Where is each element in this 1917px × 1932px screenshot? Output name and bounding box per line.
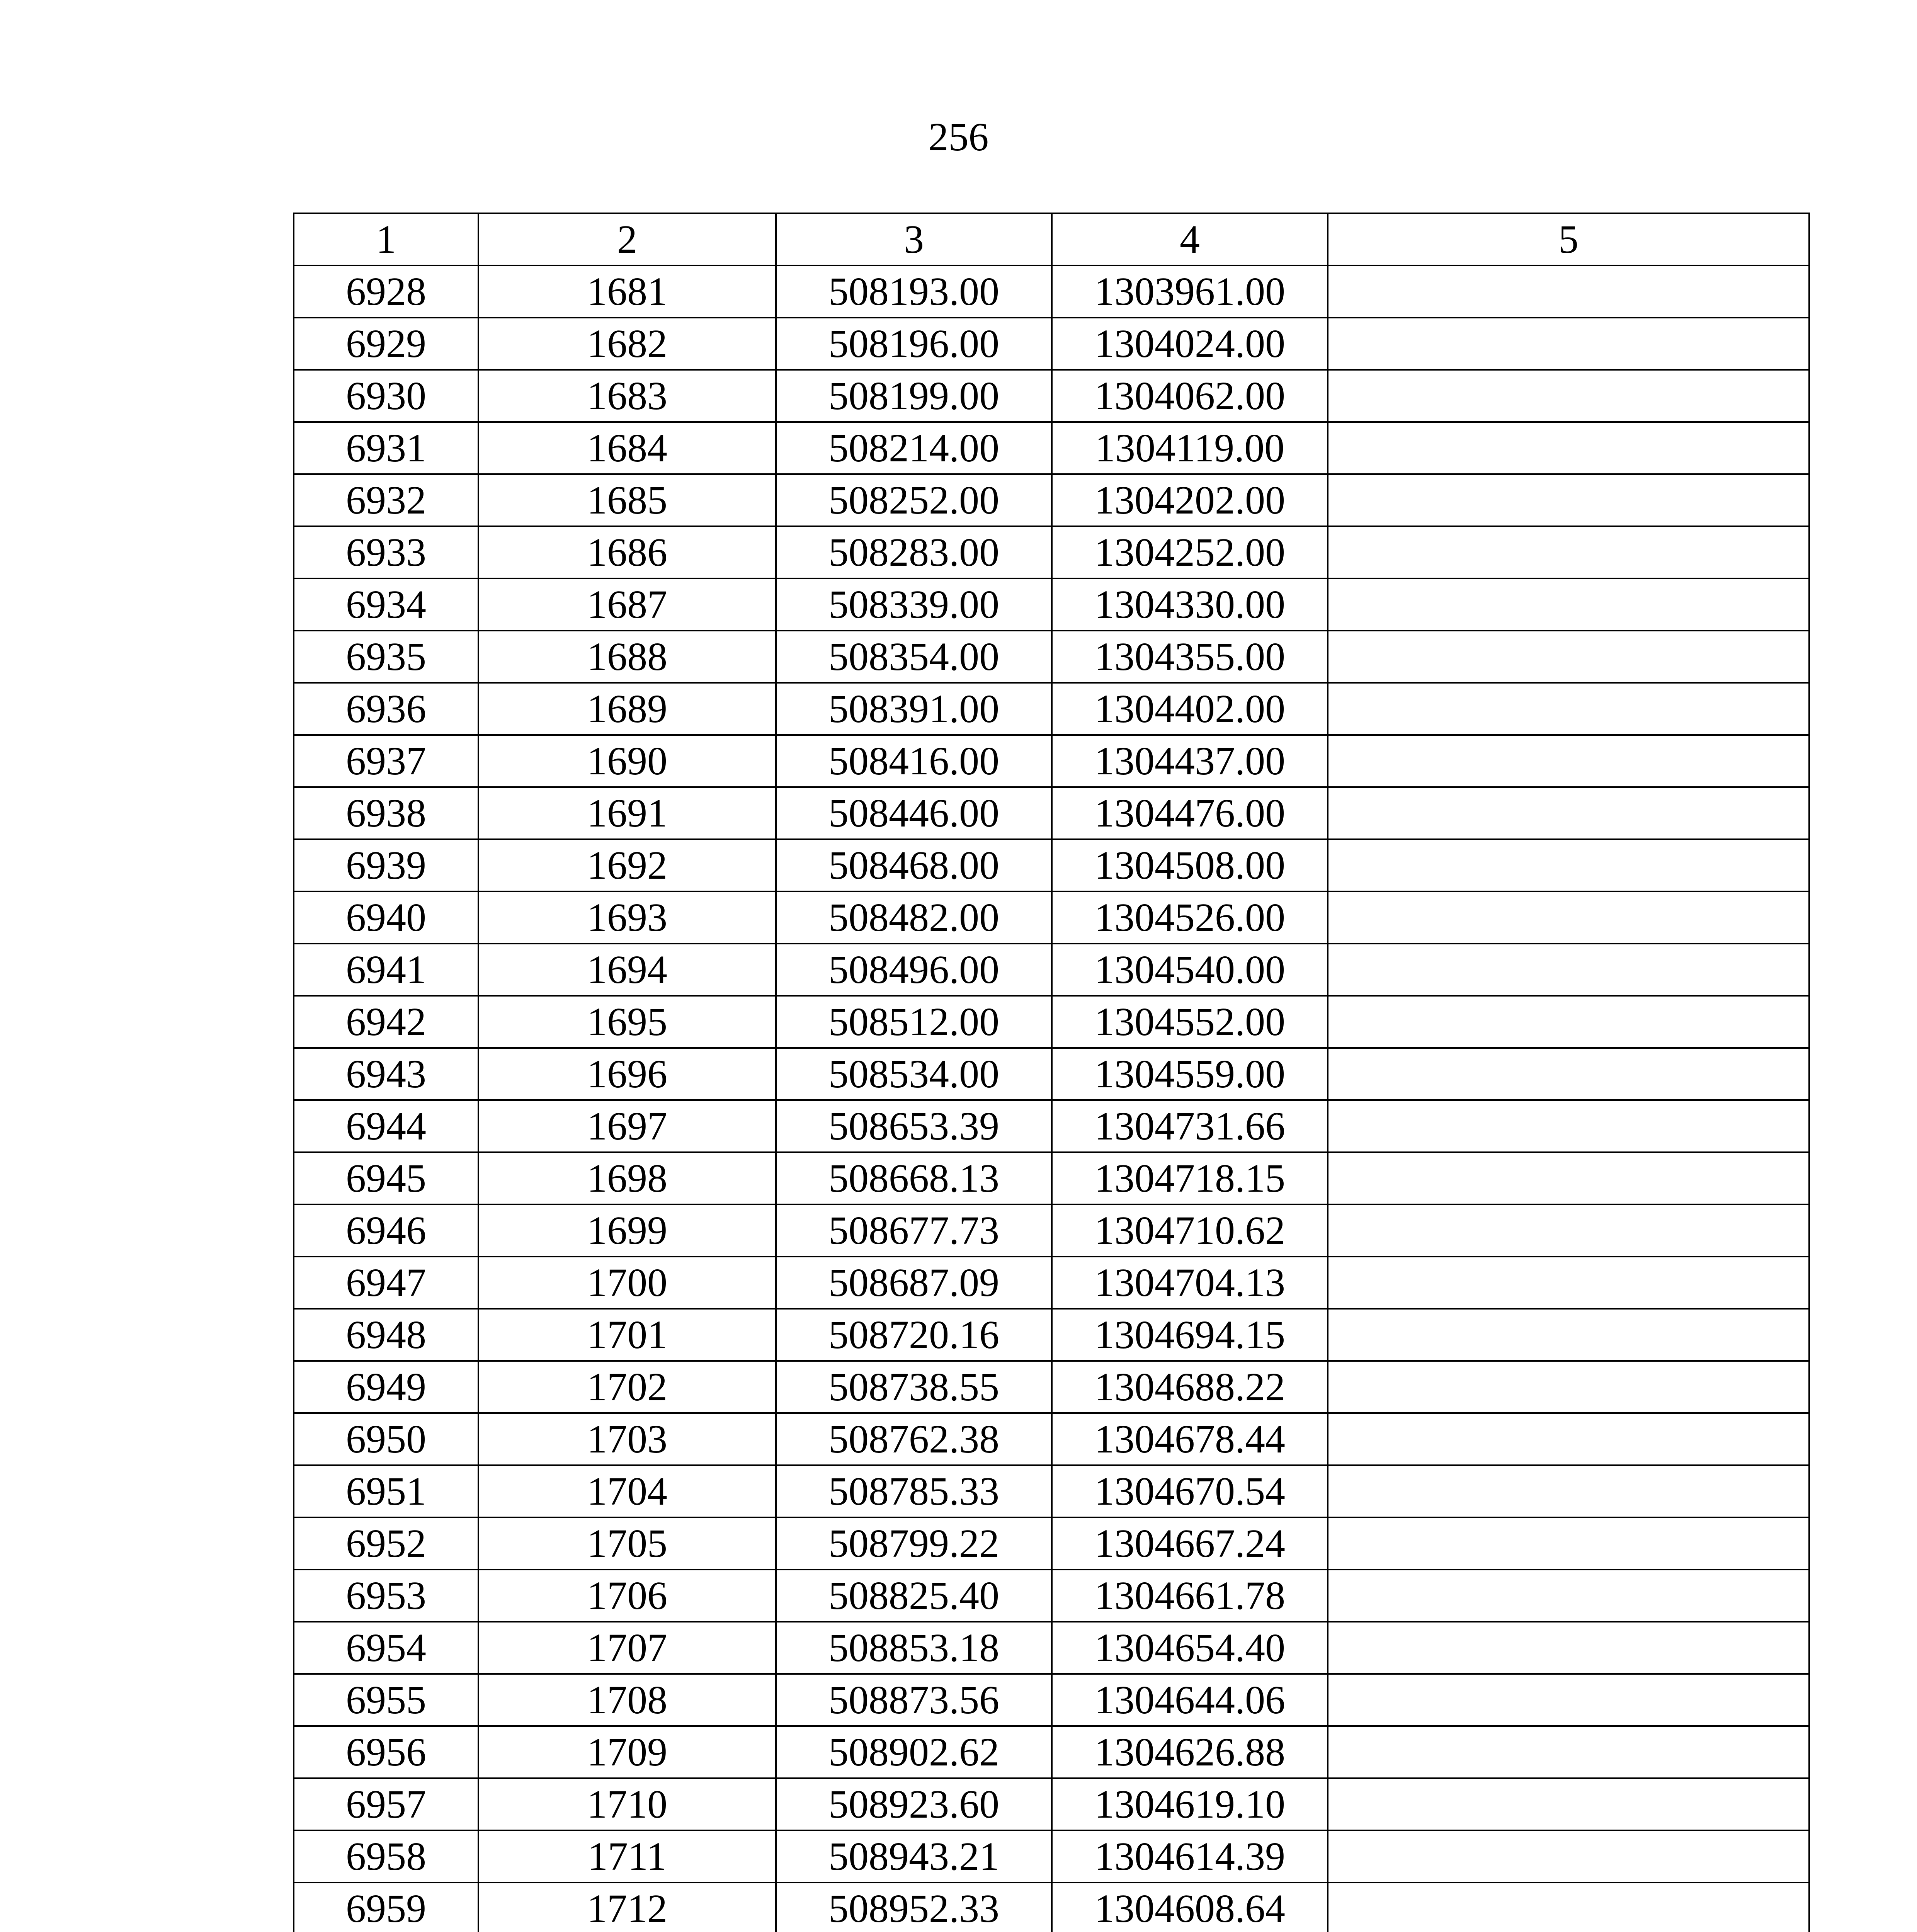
point-number-cell: 6957 [294,1778,478,1830]
x-coordinate-cell: 508653.39 [776,1100,1052,1152]
x-coordinate-cell: 508496.00 [776,944,1052,996]
vertex-number-cell: 1687 [478,578,776,631]
vertex-number-cell: 1712 [478,1883,776,1932]
note-cell [1328,1674,1809,1726]
vertex-number-cell: 1689 [478,683,776,735]
note-cell [1328,1309,1809,1361]
table-row [294,1465,1809,1517]
y-coordinate-cell: 1304062.00 [1052,370,1328,422]
point-number-cell: 6934 [294,578,478,631]
x-coordinate-cell: 508720.16 [776,1309,1052,1361]
y-coordinate-cell: 1304694.15 [1052,1309,1328,1361]
table-row [294,787,1809,839]
vertex-number-cell: 1707 [478,1622,776,1674]
x-coordinate-cell: 508446.00 [776,787,1052,839]
y-coordinate-cell: 1304619.10 [1052,1778,1328,1830]
y-coordinate-cell: 1304526.00 [1052,891,1328,944]
vertex-number-cell: 1698 [478,1152,776,1204]
x-coordinate-cell: 508199.00 [776,370,1052,422]
table-row [294,839,1809,891]
point-number-cell: 6933 [294,526,478,578]
vertex-number-cell: 1682 [478,318,776,370]
x-coordinate-cell: 508468.00 [776,839,1052,891]
point-number-cell: 6940 [294,891,478,944]
vertex-number-cell: 1692 [478,839,776,891]
x-coordinate-cell: 508193.00 [776,265,1052,318]
point-number-cell: 6950 [294,1413,478,1465]
y-coordinate-cell: 1304626.88 [1052,1726,1328,1778]
vertex-number-cell: 1693 [478,891,776,944]
y-coordinate-cell: 1304437.00 [1052,735,1328,787]
y-coordinate-cell: 1304704.13 [1052,1257,1328,1309]
table-row [294,526,1809,578]
y-coordinate-cell: 1304202.00 [1052,474,1328,526]
table-row [294,370,1809,422]
x-coordinate-cell: 508252.00 [776,474,1052,526]
y-coordinate-cell: 1304402.00 [1052,683,1328,735]
point-number-cell: 6948 [294,1309,478,1361]
table-row [294,1726,1809,1778]
note-cell [1328,1413,1809,1465]
column-header-4: 4 [1052,213,1328,265]
x-coordinate-cell: 508354.00 [776,631,1052,683]
x-coordinate-cell: 508825.40 [776,1570,1052,1622]
vertex-number-cell: 1705 [478,1517,776,1570]
table-row [294,1570,1809,1622]
note-cell [1328,1622,1809,1674]
point-number-cell: 6931 [294,422,478,474]
x-coordinate-cell: 508668.13 [776,1152,1052,1204]
x-coordinate-cell: 508943.21 [776,1830,1052,1883]
note-cell [1328,944,1809,996]
note-cell [1328,891,1809,944]
column-header-3: 3 [776,213,1052,265]
point-number-cell: 6939 [294,839,478,891]
vertex-number-cell: 1711 [478,1830,776,1883]
x-coordinate-cell: 508902.62 [776,1726,1052,1778]
point-number-cell: 6959 [294,1883,478,1932]
table-row [294,891,1809,944]
y-coordinate-cell: 1304670.54 [1052,1465,1328,1517]
note-cell [1328,474,1809,526]
note-cell [1328,996,1809,1048]
vertex-number-cell: 1691 [478,787,776,839]
x-coordinate-cell: 508512.00 [776,996,1052,1048]
table-row [294,735,1809,787]
y-coordinate-cell: 1304614.39 [1052,1830,1328,1883]
point-number-cell: 6930 [294,370,478,422]
table-row [294,1517,1809,1570]
table-row [294,578,1809,631]
y-coordinate-cell: 1304330.00 [1052,578,1328,631]
point-number-cell: 6936 [294,683,478,735]
point-number-cell: 6951 [294,1465,478,1517]
x-coordinate-cell: 508853.18 [776,1622,1052,1674]
note-cell [1328,1726,1809,1778]
note-cell [1328,1883,1809,1932]
table-row [294,422,1809,474]
point-number-cell: 6928 [294,265,478,318]
table-row [294,1830,1809,1883]
y-coordinate-cell: 1304661.78 [1052,1570,1328,1622]
vertex-number-cell: 1690 [478,735,776,787]
x-coordinate-cell: 508799.22 [776,1517,1052,1570]
vertex-number-cell: 1699 [478,1204,776,1257]
note-cell [1328,1152,1809,1204]
point-number-cell: 6956 [294,1726,478,1778]
column-header-1: 1 [294,213,478,265]
table-row [294,1413,1809,1465]
y-coordinate-cell: 1304718.15 [1052,1152,1328,1204]
table-row [294,1152,1809,1204]
point-number-cell: 6952 [294,1517,478,1570]
table-row [294,265,1809,318]
point-number-cell: 6935 [294,631,478,683]
note-cell [1328,370,1809,422]
point-number-cell: 6958 [294,1830,478,1883]
vertex-number-cell: 1709 [478,1726,776,1778]
note-cell [1328,1830,1809,1883]
column-header-5: 5 [1328,213,1809,265]
x-coordinate-cell: 508738.55 [776,1361,1052,1413]
note-cell [1328,1048,1809,1100]
note-cell [1328,683,1809,735]
note-cell [1328,1517,1809,1570]
vertex-number-cell: 1696 [478,1048,776,1100]
y-coordinate-cell: 1304731.66 [1052,1100,1328,1152]
x-coordinate-cell: 508873.56 [776,1674,1052,1726]
note-cell [1328,1465,1809,1517]
x-coordinate-cell: 508339.00 [776,578,1052,631]
x-coordinate-cell: 508416.00 [776,735,1052,787]
x-coordinate-cell: 508762.38 [776,1413,1052,1465]
table-row [294,1257,1809,1309]
x-coordinate-cell: 508391.00 [776,683,1052,735]
table-row [294,1622,1809,1674]
table-row [294,1048,1809,1100]
x-coordinate-cell: 508687.09 [776,1257,1052,1309]
table-row [294,1204,1809,1257]
note-cell [1328,1204,1809,1257]
y-coordinate-cell: 1304024.00 [1052,318,1328,370]
y-coordinate-cell: 1304119.00 [1052,422,1328,474]
point-number-cell: 6929 [294,318,478,370]
point-number-cell: 6955 [294,1674,478,1726]
point-number-cell: 6932 [294,474,478,526]
x-coordinate-cell: 508283.00 [776,526,1052,578]
x-coordinate-cell: 508534.00 [776,1048,1052,1100]
vertex-number-cell: 1685 [478,474,776,526]
note-cell [1328,265,1809,318]
table-row [294,631,1809,683]
table-row [294,1674,1809,1726]
y-coordinate-cell: 1304559.00 [1052,1048,1328,1100]
point-number-cell: 6949 [294,1361,478,1413]
vertex-number-cell: 1710 [478,1778,776,1830]
note-cell [1328,318,1809,370]
note-cell [1328,787,1809,839]
vertex-number-cell: 1703 [478,1413,776,1465]
y-coordinate-cell: 1304678.44 [1052,1413,1328,1465]
vertex-number-cell: 1695 [478,996,776,1048]
vertex-number-cell: 1681 [478,265,776,318]
point-number-cell: 6937 [294,735,478,787]
note-cell [1328,1257,1809,1309]
vertex-number-cell: 1688 [478,631,776,683]
y-coordinate-cell: 1304654.40 [1052,1622,1328,1674]
x-coordinate-cell: 508952.33 [776,1883,1052,1932]
vertex-number-cell: 1706 [478,1570,776,1622]
table-row [294,474,1809,526]
point-number-cell: 6944 [294,1100,478,1152]
table-row [294,683,1809,735]
y-coordinate-cell: 1303961.00 [1052,265,1328,318]
note-cell [1328,1361,1809,1413]
x-coordinate-cell: 508482.00 [776,891,1052,944]
vertex-number-cell: 1701 [478,1309,776,1361]
note-cell [1328,1100,1809,1152]
point-number-cell: 6938 [294,787,478,839]
note-cell [1328,631,1809,683]
y-coordinate-cell: 1304644.06 [1052,1674,1328,1726]
table-row [294,1309,1809,1361]
vertex-number-cell: 1702 [478,1361,776,1413]
table-body [294,265,1809,1932]
table-row [294,1778,1809,1830]
note-cell [1328,422,1809,474]
y-coordinate-cell: 1304252.00 [1052,526,1328,578]
y-coordinate-cell: 1304552.00 [1052,996,1328,1048]
point-number-cell: 6942 [294,996,478,1048]
header-row [294,213,1809,265]
table-row [294,996,1809,1048]
point-number-cell: 6945 [294,1152,478,1204]
vertex-number-cell: 1704 [478,1465,776,1517]
note-cell [1328,1570,1809,1622]
vertex-number-cell: 1686 [478,526,776,578]
y-coordinate-cell: 1304355.00 [1052,631,1328,683]
vertex-number-cell: 1697 [478,1100,776,1152]
table-row [294,944,1809,996]
point-number-cell: 6947 [294,1257,478,1309]
table-row [294,1100,1809,1152]
point-number-cell: 6954 [294,1622,478,1674]
column-header-2: 2 [478,213,776,265]
y-coordinate-cell: 1304688.22 [1052,1361,1328,1413]
note-cell [1328,526,1809,578]
point-number-cell: 6953 [294,1570,478,1622]
page-number: 256 [928,115,989,159]
x-coordinate-cell: 508677.73 [776,1204,1052,1257]
y-coordinate-cell: 1304508.00 [1052,839,1328,891]
table-row [294,1883,1809,1932]
table-row [294,1361,1809,1413]
point-number-cell: 6946 [294,1204,478,1257]
vertex-number-cell: 1700 [478,1257,776,1309]
point-number-cell: 6941 [294,944,478,996]
note-cell [1328,578,1809,631]
x-coordinate-cell: 508785.33 [776,1465,1052,1517]
y-coordinate-cell: 1304710.62 [1052,1204,1328,1257]
note-cell [1328,1778,1809,1830]
vertex-number-cell: 1684 [478,422,776,474]
table-row [294,318,1809,370]
table-header [294,213,1809,265]
x-coordinate-cell: 508214.00 [776,422,1052,474]
vertex-number-cell: 1683 [478,370,776,422]
point-number-cell: 6943 [294,1048,478,1100]
x-coordinate-cell: 508196.00 [776,318,1052,370]
x-coordinate-cell: 508923.60 [776,1778,1052,1830]
note-cell [1328,839,1809,891]
vertex-number-cell: 1708 [478,1674,776,1726]
note-cell [1328,735,1809,787]
y-coordinate-cell: 1304476.00 [1052,787,1328,839]
y-coordinate-cell: 1304608.64 [1052,1883,1328,1932]
y-coordinate-cell: 1304667.24 [1052,1517,1328,1570]
vertex-number-cell: 1694 [478,944,776,996]
y-coordinate-cell: 1304540.00 [1052,944,1328,996]
coordinates-table [293,213,1810,1932]
